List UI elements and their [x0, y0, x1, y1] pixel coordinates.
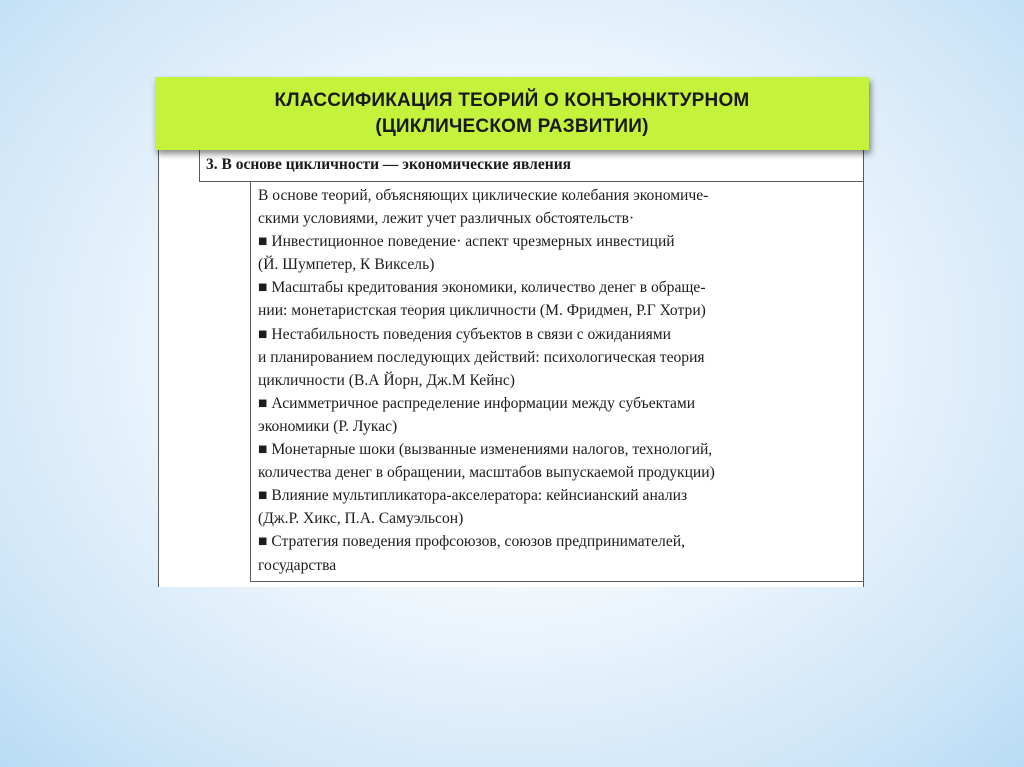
list-line: (Дж.Р. Хикс, П.А. Самуэльсон): [258, 510, 464, 528]
list-line: цикличности (В.А Йорн, Дж.М Кейнс): [258, 371, 515, 389]
list-line: ■ Нестабильность поведения субъектов в связи с ожиданиями: [258, 325, 671, 343]
list-line: нии: монетаристская теория цикличности (М. Фридмен, Р.Г Хотри): [258, 302, 706, 320]
list-line: ■ Стратегия поведения профсоюзов, союзов предпринимателей,: [258, 533, 685, 551]
title-line-2: (ЦИКЛИЧЕСКОМ РАЗВИТИИ): [375, 115, 649, 137]
title-line-1: КЛАССИФИКАЦИЯ ТЕОРИЙ О КОНЪЮНКТУРНОМ: [274, 89, 750, 111]
list-line: количества денег в обращении, масштабов выпускаемой продукции): [258, 464, 715, 482]
list-line: скими условиями, лежит учет различных обстоятельств·: [258, 210, 635, 228]
body-cell-divider: [250, 181, 251, 581]
header-bottom-border: [199, 181, 864, 182]
header-cell-divider: [199, 150, 200, 181]
table-border-right: [863, 150, 864, 587]
list-line: ■ Масштабы кредитования экономики, количество денег в обраще-: [258, 279, 706, 297]
classification-table: [158, 150, 864, 587]
list-line: ■ Влияние мультипликатора-акселератора: кейнсианский анализ: [258, 487, 688, 505]
list-line: ■ Асимметричное распределение информации между субъектами: [258, 394, 696, 412]
list-line: (Й. Шумпетер, К Виксель): [258, 256, 435, 274]
table-border-left: [158, 150, 159, 587]
list-line: и планированием последующих действий: психологическая теория: [258, 348, 705, 366]
list-line: ■ Инвестиционное поведение· аспект чрезмерных инвестиций: [258, 233, 675, 251]
theory-list: [258, 184, 858, 577]
list-line: В основе теорий, объясняющих циклические колебания экономиче-: [258, 187, 709, 204]
list-line: экономики (Р. Лукас): [258, 417, 398, 435]
section-heading: 3. В основе цикличности — экономические явления: [206, 156, 572, 173]
title-banner: [155, 77, 869, 150]
list-line: ■ Монетарные шоки (вызванные изменениями налогов, технологий,: [258, 441, 713, 459]
list-line: государства: [258, 556, 337, 574]
body-bottom-border: [250, 581, 864, 582]
